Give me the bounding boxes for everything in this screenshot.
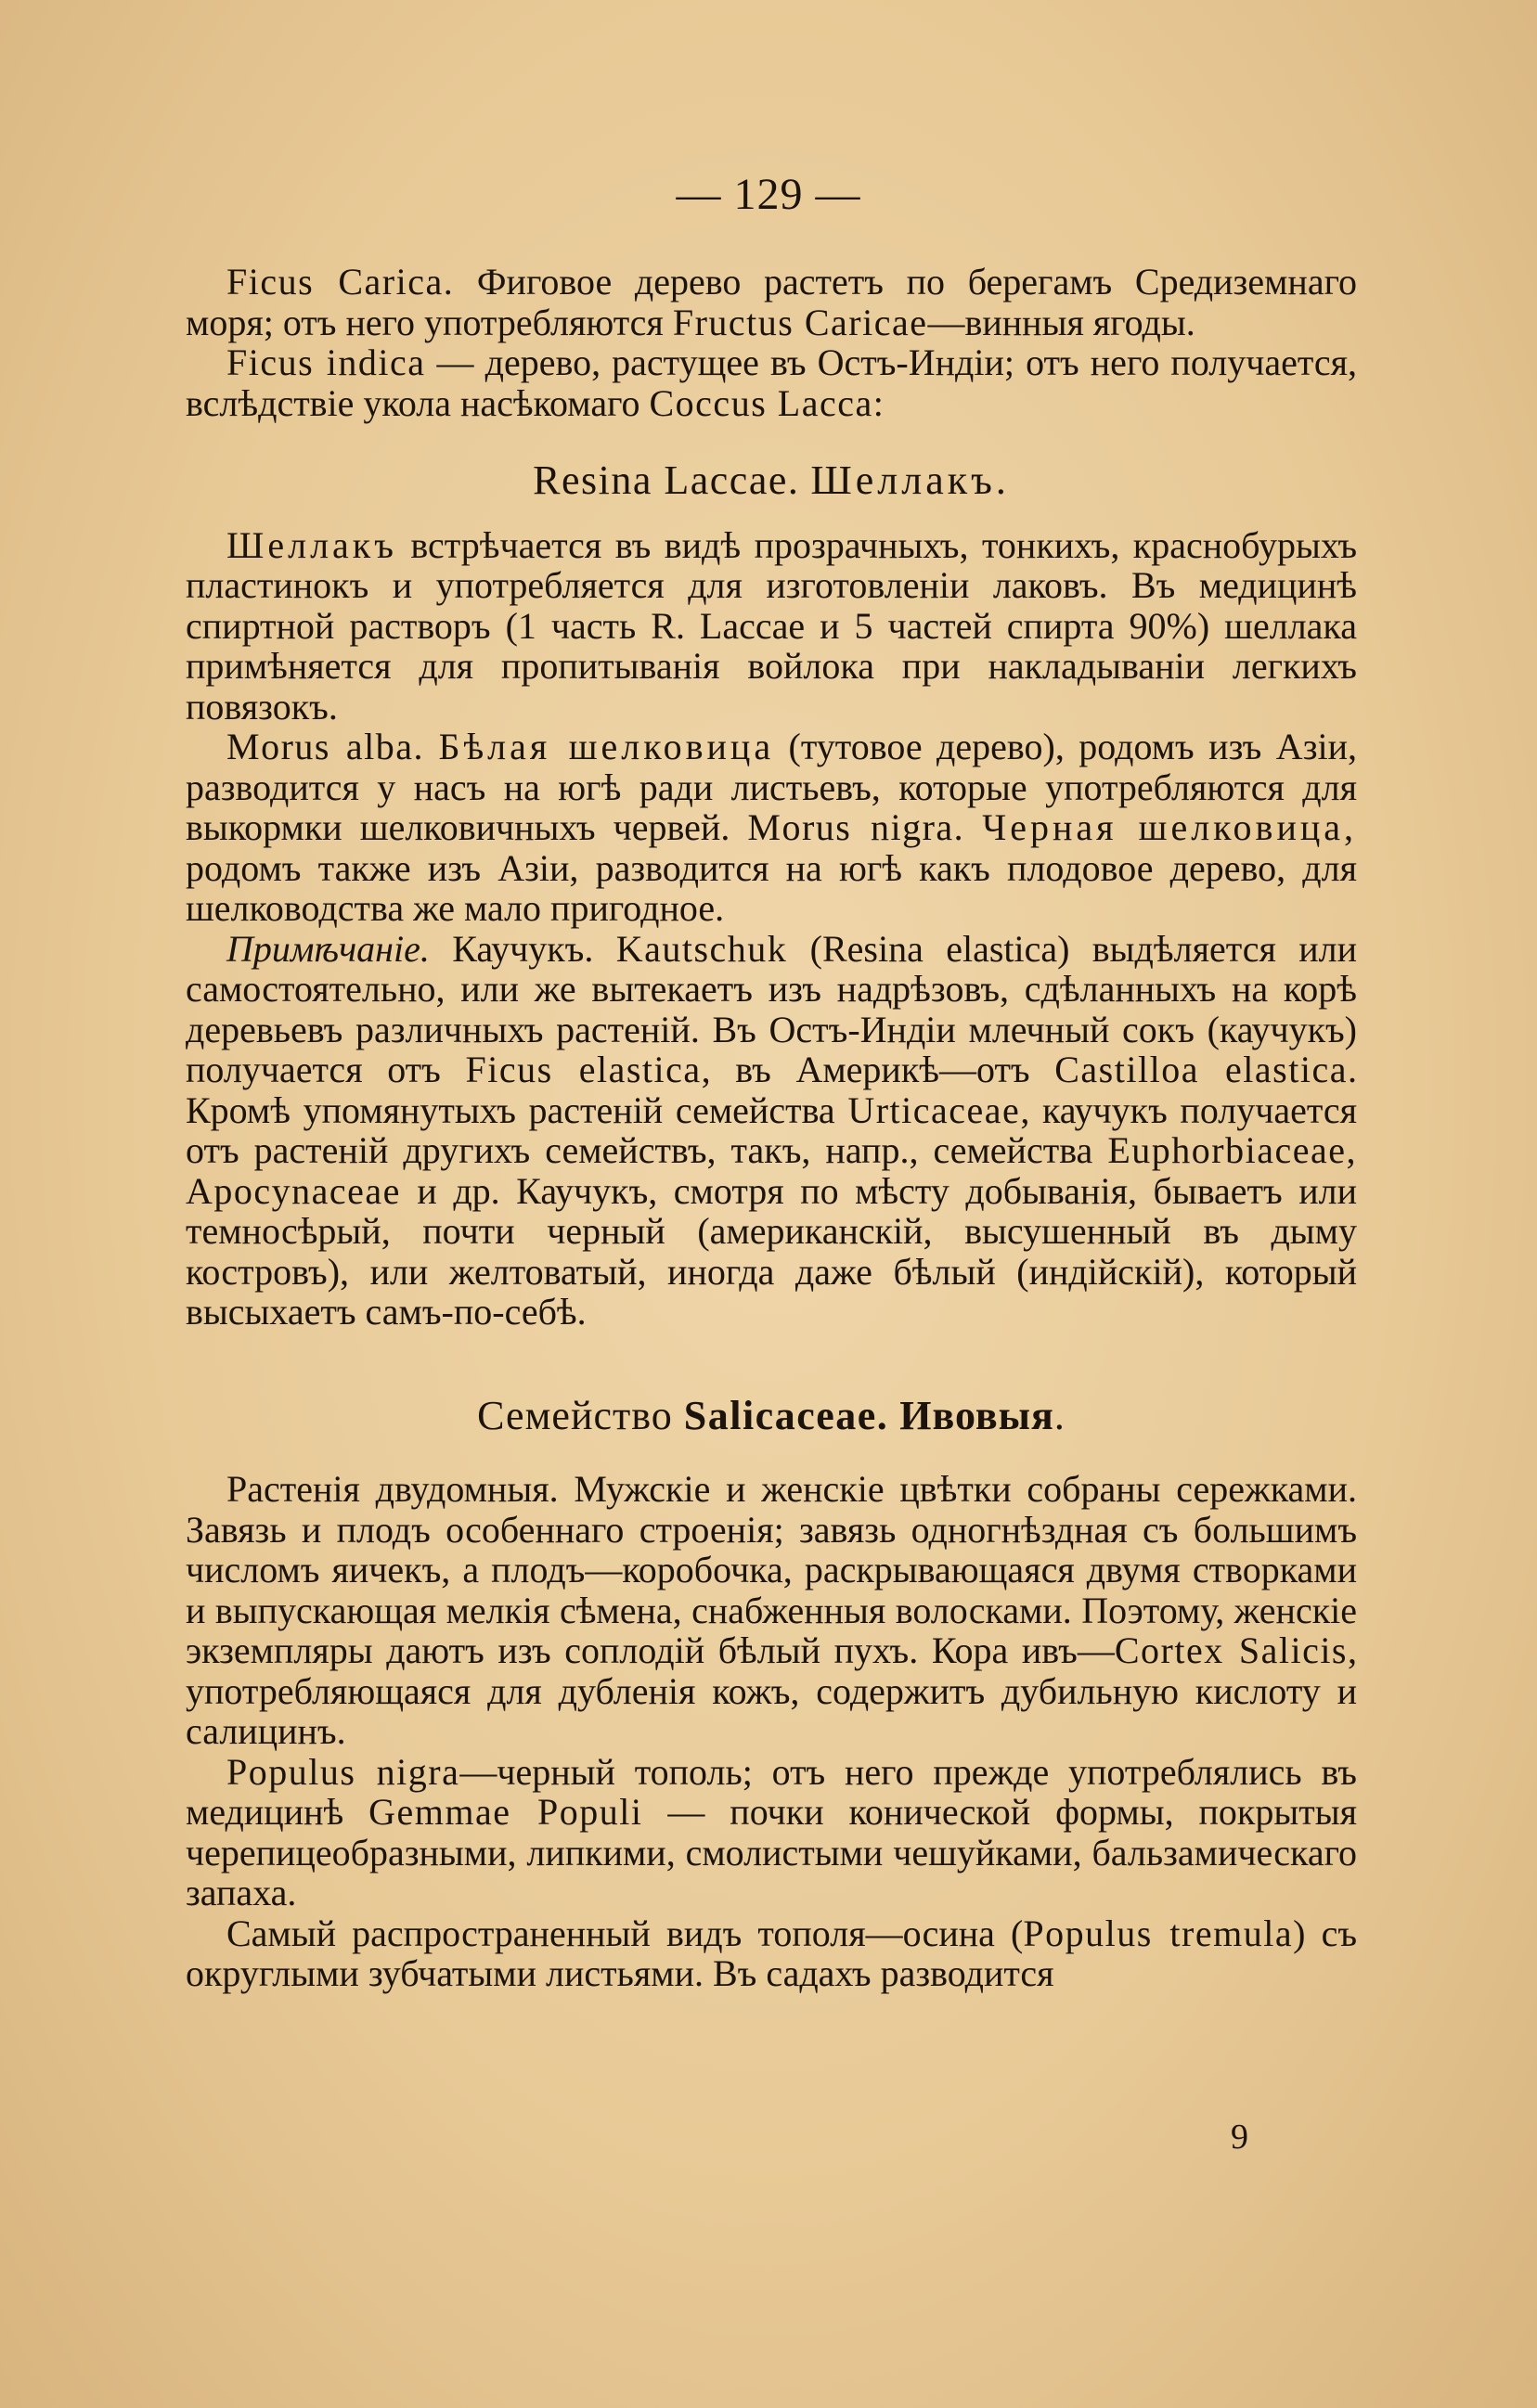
heading-russian: Шеллакъ. <box>810 457 1010 503</box>
paragraph-text: Каучукъ. <box>429 927 616 970</box>
latin-term: Kautschuk <box>615 927 788 970</box>
latin-term: Ficus elastica <box>465 1049 702 1090</box>
paragraph-text: встрѣчается въ видѣ прозрачныхъ, тонкихъ, краснобурыхъ пластинокъ и употребляется для изготовленіи лаковъ. Въ медицинѣ спиртной растворъ (1 часть R. Laccae и 5 частей спирта 90%) шеллака примѣняется для пропитыванія войлока при накладываніи легкихъ повязокъ. <box>186 523 1357 728</box>
latin-term: Castilloa elastica <box>1054 1049 1348 1090</box>
paragraph-text: — дерево, растущее въ Остъ-Индіи; отъ него получается, вслѣдствіе укола насѣкомаго <box>186 341 1357 424</box>
section-heading-resina <box>186 457 1357 503</box>
paragraph-text: Самый распространенный видъ тополя—осина ( <box>226 1912 1024 1954</box>
paragraph-text: Растенія двудомныя. Мужскіе и женскіе цвѣтки собраны сережками. Завязь и плодъ особеннаго строенія; завязь одногнѣздная съ большимъ числомъ яичекъ, а плодъ—коробочка, раскрывающаяся двумя створками и выпускающая мелкія сѣмена, снабженныя волосками. Поэтому, женскіе экземпляры даютъ изъ соплодій бѣлый пухъ. Кора ивъ— <box>186 1468 1357 1671</box>
latin-term: Ficus Carica. <box>226 261 455 303</box>
paragraph-text: Фиговое дерево растетъ по берегамъ Средиземнаго моря; отъ него употребляются <box>186 261 1357 343</box>
latin-term: Gemmae Populi <box>368 1791 643 1833</box>
note-label: Примѣчаніе. <box>226 927 430 970</box>
latin-term: Coccus Lacca <box>649 381 873 424</box>
paragraph-populus-nigra <box>186 1752 1357 1913</box>
heading-latin: Resina Laccae. <box>533 457 800 503</box>
paragraph-salicaceae <box>186 1469 1357 1752</box>
latin-term: Euphorbiaceae, Apocynaceae <box>186 1129 1357 1212</box>
paragraph-text: — почки конической формы, покрытыя черепицеобразными, липкими, смолистыми чешуйками, бальзамическаго запаха. <box>186 1791 1357 1913</box>
paragraph-text: . Кромѣ упомянутыхъ растеній семейства <box>186 1049 1357 1131</box>
paragraph-text: (Resina elastica) выдѣляется или самостоятельно, или же вытекаетъ изъ надрѣзовъ, сдѣланныхъ на корѣ деревьевъ различныхъ растеній. Въ Остъ-Индіи млечный сокъ (каучукъ) получается отъ <box>186 927 1357 1090</box>
paragraph-populus-tremula <box>186 1913 1357 1994</box>
paragraph-ficus-carica <box>186 262 1357 342</box>
paragraph-text: , въ Америкѣ—отъ <box>701 1049 1055 1090</box>
body-text <box>186 262 1357 1994</box>
spaced-term: Шеллакъ <box>226 523 397 566</box>
paragraph-text: , употребляющаяся для дубленія кожъ, содержитъ дубильную кислоту и салицинъ. <box>186 1629 1357 1752</box>
paragraph-text: —винныя ягоды. <box>927 301 1195 343</box>
paragraph-text: ) съ округлыми зубчатыми листьями. Въ садахъ разводится <box>186 1912 1358 1994</box>
paragraph-text: родомъ также изъ Азіи, разводится на югѣ какъ плодовое дерево, для шелководства же мало пригодное. <box>186 846 1357 929</box>
latin-term: Morus nigra. <box>747 806 965 848</box>
paragraph-morus <box>186 727 1357 929</box>
heading-prefix: Семейство <box>477 1392 684 1438</box>
signature-mark: 9 <box>1231 2118 1248 2157</box>
latin-term: Populus nigra <box>226 1750 460 1793</box>
section-heading-salicaceae: Семейство Salicaceae. Ивовыя. <box>477 1392 1066 1438</box>
latin-term: Populus tremula <box>1023 1912 1294 1954</box>
heading-russian: Ивовыя <box>899 1392 1054 1438</box>
latin-term: Ficus indica <box>226 341 426 383</box>
latin-term: Morus alba. <box>226 726 425 767</box>
latin-term: Urticaceae <box>847 1088 1021 1131</box>
latin-term: Cortex Salicis <box>1114 1629 1348 1671</box>
latin-term: Fructus Caricae <box>672 301 928 343</box>
spaced-term: Бѣлая шелковица <box>438 726 775 767</box>
paragraph-note-kautschuk <box>186 929 1357 1333</box>
spaced-term: Черная шелковица, <box>982 806 1358 848</box>
paragraph-text: —черный тополь; отъ него прежде употреблялись въ медицинѣ <box>186 1750 1357 1833</box>
paragraph-text: , каучукъ получается отъ растеній другихъ семействъ, такъ, напр., семейства <box>186 1088 1357 1171</box>
paragraph-text: : <box>872 381 884 424</box>
page-number: — 129 — <box>676 170 861 219</box>
paragraph-text: и др. Каучукъ, смотря по мѣсту добыванія, бываетъ или темносѣрый, почти черный (американскій, высушенный въ дыму костровъ), или желтоватый, иногда даже бѣлый (индійскій), который высыхаетъ самъ-по-себѣ. <box>186 1169 1357 1333</box>
paragraph-ficus-indica <box>186 342 1357 423</box>
paragraph-shellac <box>186 525 1357 728</box>
paragraph-text: (тутовое дерево), родомъ изъ Азіи, разводится у насъ на югѣ ради листьевъ, которые употребляются для выкормки шелковичныхъ червей. <box>186 726 1358 848</box>
heading-latin: Salicaceae. <box>683 1392 889 1438</box>
